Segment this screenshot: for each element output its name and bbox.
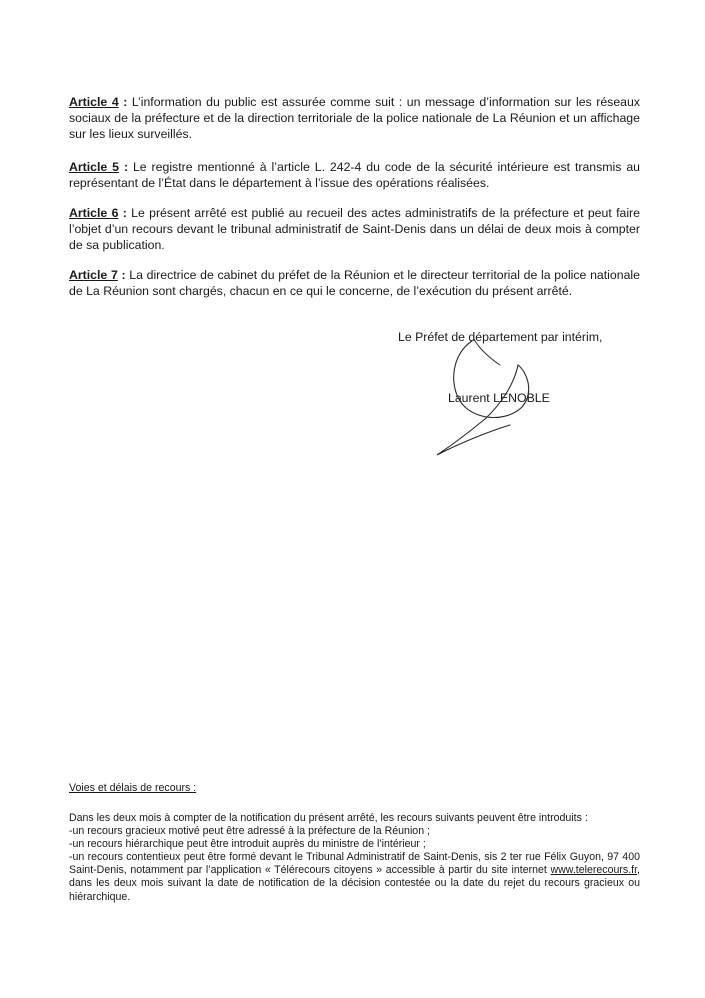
article-7: Article 7 : La directrice de cabinet du préfet de la Réunion et le directeur territorial de la police nationale de La Réunion sont chargés, chacun en ce qui le concerne, de l’exécution du présent arrêté.: [69, 268, 640, 299]
article-5: Article 5 : Le registre mentionné à l’article L. 242-4 du code de la sécurité intérieure est transmis au représentant de l’État dans le département à l’issue des opérations réalisées.: [69, 160, 641, 191]
article-6-text: Le présent arrêté est publié au recueil des actes administratifs de la préfecture et peut faire l’objet d’un recours devant le tribunal administratif de Saint-Denis dans un délai de deux mois à compter de sa publication.: [69, 206, 640, 253]
article-4-label: Article 4: [69, 95, 119, 109]
recours-item-contentieux-end: , dans les deux mois suivant la date de notification de la décision contestée ou la date du rejet du recours gracieux ou hiérarchique.: [69, 864, 640, 903]
article-7-label: Article 7: [69, 268, 118, 282]
article-6-label: Article 6: [69, 206, 119, 220]
recours-heading: Voies et délais de recours :: [69, 782, 197, 794]
article-6: Article 6 : Le présent arrêté est publié au recueil des actes administratifs de la préfecture et peut faire l’objet d’un recours devant le tribunal administratif de Saint-Denis dans un délai de deux mois à compter de sa publication.: [69, 206, 640, 253]
article-4: Article 4 : L’information du public est assurée comme suit : un message d’information sur les réseaux sociaux de la préfecture et de la direction territoriale de la police nationale de La Réunion et un affichage sur les lieux surveillés.: [69, 95, 640, 142]
recours-item-gracieux: -un recours gracieux motivé peut être adressé à la préfecture de la Réunion ;: [69, 825, 430, 838]
recours-body: [69, 812, 640, 904]
recours-intro: Dans les deux mois à compter de la notification du présent arrêté, les recours suivants peuvent être introduits :: [69, 812, 588, 824]
article-4-text: L’information du public est assurée comme suit : un message d’information sur les réseaux sociaux de la préfecture et de la direction territoriale de la police nationale de La Réunion et un affichage sur les lieux surveillés.: [69, 95, 640, 142]
article-7-text: La directrice de cabinet du préfet de la Réunion et le directeur territorial de la police nationale de La Réunion sont chargés, chacun en ce qui le concerne, de l’exécution du présent arrêté.: [69, 268, 640, 299]
signatory-title: Le Préfet de département par intérim,: [398, 330, 603, 344]
article-5-text: Le registre mentionné à l’article L. 242-4 du code de la sécurité intérieure est transmis au représentant de l’État dans le département à l’issue des opérations réalisées.: [69, 160, 641, 191]
signatory-name: Laurent LENOBLE: [448, 391, 550, 405]
recours-item-contentieux: [69, 851, 640, 903]
handwritten-signature: [430, 335, 560, 460]
telerecours-link[interactable]: www.telerecours.fr: [550, 864, 638, 877]
recours-item-hierarchique: -un recours hiérarchique peut être introduit auprès du ministre de l’intérieur ;: [69, 838, 426, 851]
article-5-label: Article 5: [69, 160, 120, 174]
recours-item-contentieux-start: -un recours contentieux peut être formé devant le Tribunal Administratif de Saint-Denis, sis 2 ter rue Félix Guyon, 97 400 Saint-Denis, notamment par l’application « Télérecours citoyens » accessible à partir du site internet: [69, 851, 640, 877]
